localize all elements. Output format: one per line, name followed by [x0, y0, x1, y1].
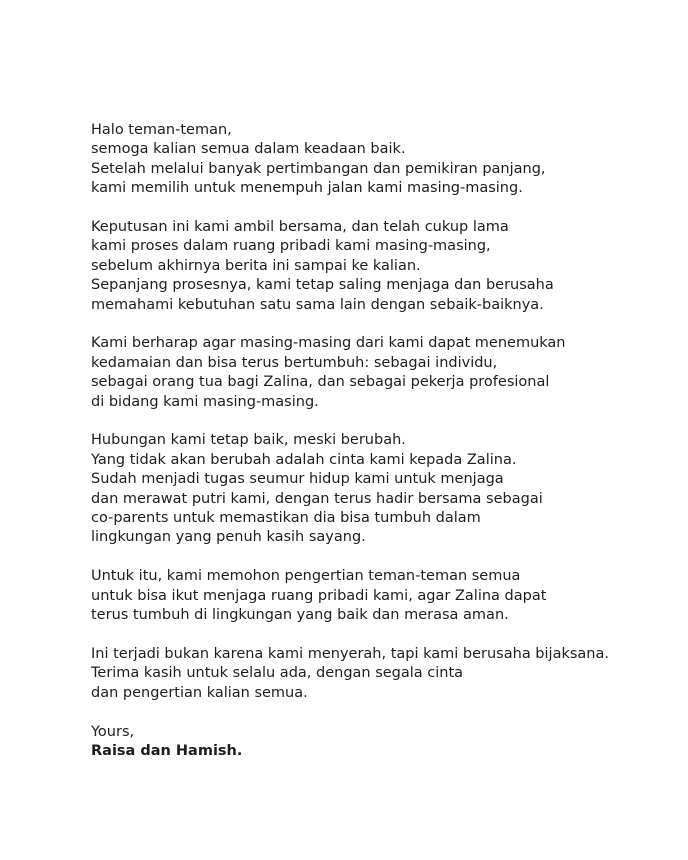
signature: Raisa dan Hamish. — [91, 742, 243, 759]
paragraph-hope — [91, 334, 651, 412]
letter-line: di bidang kami masing-masing. — [91, 393, 319, 410]
letter-line: untuk bisa ikut menjaga ruang pribadi kami, agar Zalina dapat — [91, 587, 547, 604]
paragraph-greeting — [91, 121, 651, 199]
letter-line: kami proses dalam ruang pribadi kami masing-masing, — [91, 238, 491, 255]
letter-line: lingkungan yang penuh kasih sayang. — [91, 529, 366, 546]
letter-closing — [91, 723, 651, 762]
paragraph-decision — [91, 218, 651, 315]
letter-line: memahami kebutuhan satu sama lain dengan sebaik-baiknya. — [91, 296, 544, 313]
letter-line: semoga kalian semua dalam keadaan baik. — [91, 141, 406, 158]
letter-line: Terima kasih untuk selalu ada, dengan segala cinta — [91, 665, 464, 682]
closing-text: Yours, — [91, 723, 135, 740]
letter-line: Sudah menjadi tugas seumur hidup kami untuk menjaga — [91, 471, 504, 488]
letter-line: Halo teman-teman, — [91, 122, 232, 138]
letter-line: co-parents untuk memastikan dia bisa tumbuh dalam — [91, 510, 481, 527]
paragraph-relationship — [91, 431, 651, 547]
letter-line: Yang tidak akan berubah adalah cinta kami kepada Zalina. — [91, 451, 517, 468]
letter-line: dan pengertian kalian semua. — [91, 684, 308, 701]
letter-line: Ini terjadi bukan karena kami menyerah, tapi kami berusaha bijaksana. — [91, 645, 609, 662]
letter-line: Hubungan kami tetap baik, meski berubah. — [91, 432, 406, 449]
letter-line: kami memilih untuk menempuh jalan kami masing-masing. — [91, 180, 523, 197]
letter-line: kedamaian dan bisa terus bertumbuh: sebagai individu, — [91, 354, 498, 371]
letter-line: dan merawat putri kami, dengan terus hadir bersama sebagai — [91, 490, 543, 507]
letter-line: sebelum akhirnya berita ini sampai ke kalian. — [91, 257, 421, 274]
letter-line: sebagai orang tua bagi Zalina, dan sebagai pekerja profesional — [91, 374, 550, 391]
letter-body — [91, 121, 651, 761]
letter-line: Keputusan ini kami ambil bersama, dan telah cukup lama — [91, 219, 509, 236]
letter-line: terus tumbuh di lingkungan yang baik dan merasa aman. — [91, 607, 509, 624]
paragraph-request — [91, 567, 651, 625]
paragraph-thanks — [91, 645, 651, 703]
letter-line: Sepanjang prosesnya, kami tetap saling menjaga dan berusaha — [91, 277, 554, 294]
letter-line: Untuk itu, kami memohon pengertian teman-teman semua — [91, 568, 521, 585]
letter-line: Setelah melalui banyak pertimbangan dan pemikiran panjang, — [91, 160, 546, 177]
letter-line: Kami berharap agar masing-masing dari kami dapat menemukan — [91, 335, 566, 352]
